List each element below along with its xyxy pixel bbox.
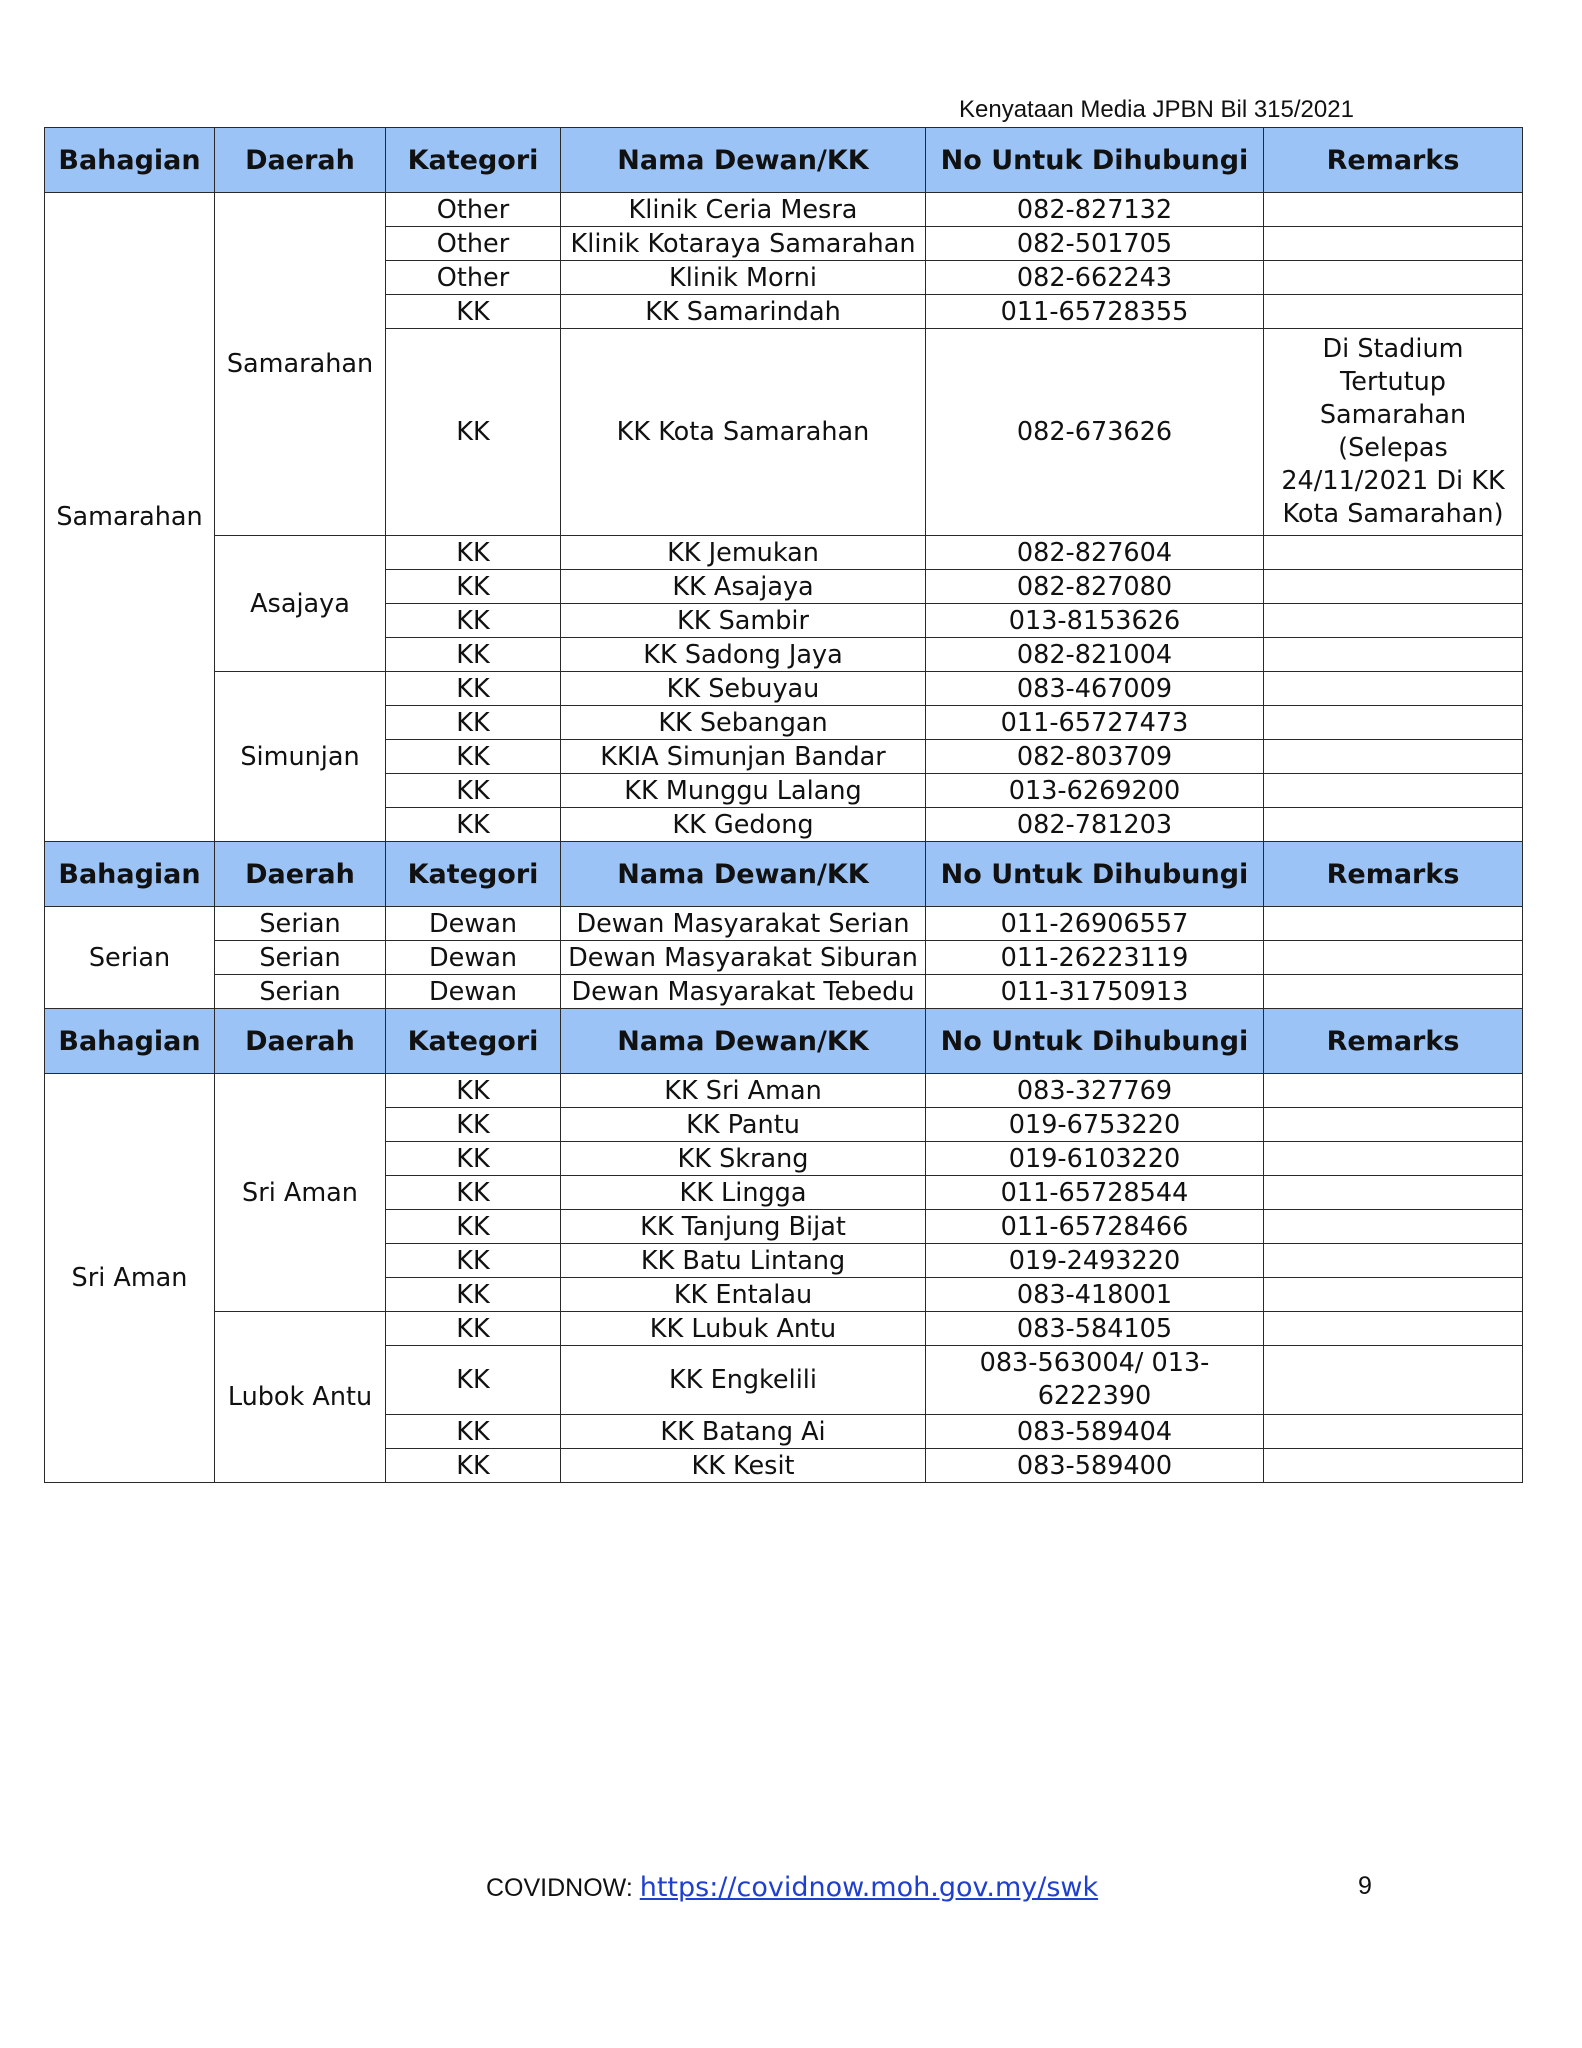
phone-cell: 082-827080 (926, 570, 1264, 604)
column-header-nama: Nama Dewan/KK (561, 128, 926, 193)
nama-cell: KK Samarindah (561, 295, 926, 329)
phone-cell: 083-584105 (926, 1312, 1264, 1346)
phone-cell: 011-31750913 (926, 975, 1264, 1009)
column-header-no: No Untuk Dihubungi (926, 1009, 1264, 1074)
kategori-cell: KK (386, 672, 561, 706)
phone-cell: 082-827132 (926, 193, 1264, 227)
kategori-cell: KK (386, 1210, 561, 1244)
nama-cell: KK Entalau (561, 1278, 926, 1312)
kategori-cell: KK (386, 1312, 561, 1346)
remarks-cell (1264, 1312, 1523, 1346)
table-row (45, 1074, 1523, 1108)
kategori-cell: KK (386, 570, 561, 604)
phone-cell: 019-6103220 (926, 1142, 1264, 1176)
remarks-cell (1264, 295, 1523, 329)
remarks-cell (1264, 638, 1523, 672)
remarks-cell (1264, 1449, 1523, 1483)
kategori-cell: KK (386, 740, 561, 774)
table-row (45, 1312, 1523, 1346)
remarks-cell (1264, 706, 1523, 740)
phone-cell: 083-327769 (926, 1074, 1264, 1108)
column-header-remarks: Remarks (1264, 128, 1523, 193)
remarks-cell (1264, 1278, 1523, 1312)
nama-cell: KK Sri Aman (561, 1074, 926, 1108)
phone-cell: 082-662243 (926, 261, 1264, 295)
phone-cell: 019-6753220 (926, 1108, 1264, 1142)
remarks-cell (1264, 1142, 1523, 1176)
kategori-cell: KK (386, 1346, 561, 1415)
remarks-cell (1264, 774, 1523, 808)
remarks-cell (1264, 261, 1523, 295)
column-header-nama: Nama Dewan/KK (561, 842, 926, 907)
phone-cell: 011-65728544 (926, 1176, 1264, 1210)
table-row (45, 975, 1523, 1009)
remarks-cell (1264, 808, 1523, 842)
nama-cell: Klinik Ceria Mesra (561, 193, 926, 227)
bahagian-cell: Serian (45, 907, 215, 1009)
column-header-bahagian: Bahagian (45, 842, 215, 907)
nama-cell: KK Munggu Lalang (561, 774, 926, 808)
phone-cell: 011-65728466 (926, 1210, 1264, 1244)
page-number: 9 (1358, 1872, 1372, 1900)
kategori-cell: KK (386, 808, 561, 842)
kategori-cell: KK (386, 1142, 561, 1176)
phone-cell: 011-26906557 (926, 907, 1264, 941)
table-row (45, 672, 1523, 706)
kategori-cell: KK (386, 1176, 561, 1210)
table-row (45, 536, 1523, 570)
kategori-cell: KK (386, 329, 561, 536)
nama-cell: KK Lingga (561, 1176, 926, 1210)
daerah-cell: Serian (215, 941, 386, 975)
column-header-daerah: Daerah (215, 128, 386, 193)
facility-contact-table (44, 127, 1523, 1483)
remarks-cell (1264, 1210, 1523, 1244)
nama-cell: KK Sambir (561, 604, 926, 638)
nama-cell: KK Jemukan (561, 536, 926, 570)
remarks-cell (1264, 1244, 1523, 1278)
phone-cell: 083-563004/ 013-6222390 (926, 1346, 1264, 1415)
remarks-cell: Di Stadium Tertutup Samarahan (Selepas 24/11/2021 Di KK Kota Samarahan) (1264, 329, 1523, 536)
nama-cell: KK Kota Samarahan (561, 329, 926, 536)
column-header-kategori: Kategori (386, 128, 561, 193)
phone-cell: 083-418001 (926, 1278, 1264, 1312)
kategori-cell: KK (386, 1108, 561, 1142)
column-header-no: No Untuk Dihubungi (926, 128, 1264, 193)
bahagian-cell: Samarahan (45, 193, 215, 842)
phone-cell: 011-26223119 (926, 941, 1264, 975)
daerah-cell: Asajaya (215, 536, 386, 672)
nama-cell: KK Lubuk Antu (561, 1312, 926, 1346)
header-row (45, 842, 1523, 907)
nama-cell: KK Asajaya (561, 570, 926, 604)
phone-cell: 082-501705 (926, 227, 1264, 261)
kategori-cell: KK (386, 1074, 561, 1108)
phone-cell: 019-2493220 (926, 1244, 1264, 1278)
kategori-cell: KK (386, 638, 561, 672)
remarks-cell (1264, 1176, 1523, 1210)
remarks-cell (1264, 193, 1523, 227)
kategori-cell: Other (386, 193, 561, 227)
kategori-cell: Other (386, 227, 561, 261)
daerah-cell: Simunjan (215, 672, 386, 842)
kategori-cell: KK (386, 1449, 561, 1483)
nama-cell: KKIA Simunjan Bandar (561, 740, 926, 774)
remarks-cell (1264, 536, 1523, 570)
phone-cell: 083-589400 (926, 1449, 1264, 1483)
table-row (45, 941, 1523, 975)
kategori-cell: KK (386, 774, 561, 808)
column-header-bahagian: Bahagian (45, 1009, 215, 1074)
column-header-daerah: Daerah (215, 842, 386, 907)
kategori-cell: KK (386, 604, 561, 638)
remarks-cell (1264, 1346, 1523, 1415)
kategori-cell: KK (386, 536, 561, 570)
phone-cell: 083-467009 (926, 672, 1264, 706)
phone-cell: 011-65727473 (926, 706, 1264, 740)
remarks-cell (1264, 1108, 1523, 1142)
phone-cell: 082-803709 (926, 740, 1264, 774)
nama-cell: KK Sebangan (561, 706, 926, 740)
remarks-cell (1264, 570, 1523, 604)
daerah-cell: Samarahan (215, 193, 386, 536)
nama-cell: KK Batang Ai (561, 1415, 926, 1449)
covidnow-link[interactable]: https://covidnow.moh.gov.my/swk (639, 1872, 1099, 1903)
phone-cell: 082-781203 (926, 808, 1264, 842)
bahagian-cell: Sri Aman (45, 1074, 215, 1483)
phone-cell: 082-673626 (926, 329, 1264, 536)
phone-cell: 013-8153626 (926, 604, 1264, 638)
column-header-remarks: Remarks (1264, 842, 1523, 907)
kategori-cell: KK (386, 1278, 561, 1312)
nama-cell: KK Gedong (561, 808, 926, 842)
column-header-no: No Untuk Dihubungi (926, 842, 1264, 907)
nama-cell: KK Sadong Jaya (561, 638, 926, 672)
daerah-cell: Lubok Antu (215, 1312, 386, 1483)
nama-cell: KK Batu Lintang (561, 1244, 926, 1278)
daerah-cell: Serian (215, 975, 386, 1009)
column-header-nama: Nama Dewan/KK (561, 1009, 926, 1074)
remarks-cell (1264, 1074, 1523, 1108)
column-header-daerah: Daerah (215, 1009, 386, 1074)
column-header-bahagian: Bahagian (45, 128, 215, 193)
kategori-cell: KK (386, 706, 561, 740)
column-header-remarks: Remarks (1264, 1009, 1523, 1074)
column-header-kategori: Kategori (386, 1009, 561, 1074)
nama-cell: Klinik Morni (561, 261, 926, 295)
nama-cell: KK Kesit (561, 1449, 926, 1483)
kategori-cell: KK (386, 295, 561, 329)
kategori-cell: Dewan (386, 907, 561, 941)
phone-cell: 082-821004 (926, 638, 1264, 672)
document-header: Kenyataan Media JPBN Bil 315/2021 (959, 96, 1354, 123)
remarks-cell (1264, 672, 1523, 706)
kategori-cell: KK (386, 1415, 561, 1449)
remarks-cell (1264, 740, 1523, 774)
nama-cell: Dewan Masyarakat Siburan (561, 941, 926, 975)
remarks-cell (1264, 604, 1523, 638)
nama-cell: KK Pantu (561, 1108, 926, 1142)
footer (486, 1872, 1098, 1903)
phone-cell: 082-827604 (926, 536, 1264, 570)
phone-cell: 013-6269200 (926, 774, 1264, 808)
table-row (45, 193, 1523, 227)
header-row (45, 128, 1523, 193)
header-row (45, 1009, 1523, 1074)
phone-cell: 011-65728355 (926, 295, 1264, 329)
remarks-cell (1264, 227, 1523, 261)
nama-cell: KK Sebuyau (561, 672, 926, 706)
daerah-cell: Serian (215, 907, 386, 941)
nama-cell: KK Tanjung Bijat (561, 1210, 926, 1244)
daerah-cell: Sri Aman (215, 1074, 386, 1312)
nama-cell: Dewan Masyarakat Serian (561, 907, 926, 941)
remarks-cell (1264, 941, 1523, 975)
remarks-cell (1264, 907, 1523, 941)
kategori-cell: Other (386, 261, 561, 295)
nama-cell: KK Skrang (561, 1142, 926, 1176)
remarks-cell (1264, 1415, 1523, 1449)
nama-cell: KK Engkelili (561, 1346, 926, 1415)
nama-cell: Klinik Kotaraya Samarahan (561, 227, 926, 261)
phone-cell: 083-589404 (926, 1415, 1264, 1449)
kategori-cell: Dewan (386, 975, 561, 1009)
table-row (45, 907, 1523, 941)
kategori-cell: KK (386, 1244, 561, 1278)
remarks-cell (1264, 975, 1523, 1009)
table-body (45, 128, 1523, 1483)
footer-label: COVIDNOW: (486, 1874, 640, 1902)
nama-cell: Dewan Masyarakat Tebedu (561, 975, 926, 1009)
kategori-cell: Dewan (386, 941, 561, 975)
column-header-kategori: Kategori (386, 842, 561, 907)
